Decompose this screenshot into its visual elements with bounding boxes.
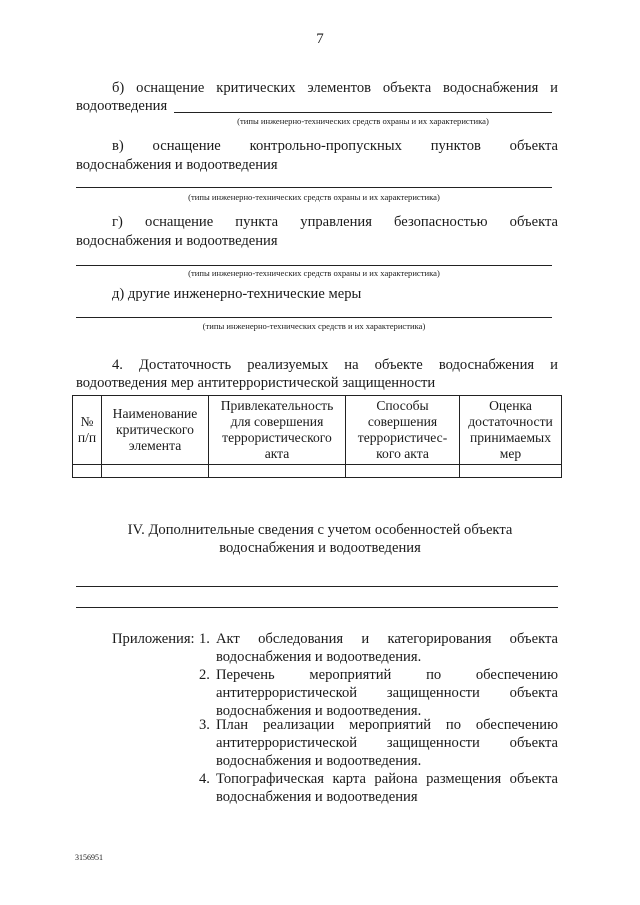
appendix-number: 1. (199, 631, 210, 647)
appendix-line: Перечень мероприятий по обеспечению (216, 667, 558, 683)
item-d-line1: д) другие инженерно-технические меры (112, 286, 362, 302)
table-cell (73, 465, 102, 478)
appendix-line: водоснабжения и водоотведения (216, 789, 418, 805)
header-element-name: Наименование критического элемента (102, 396, 209, 465)
item-g-line2: водоснабжения и водоотведения (76, 233, 278, 249)
appendix-number: 2. (199, 667, 210, 683)
fill-line (174, 112, 552, 113)
appendix-line: водоснабжения и водоотведения. (216, 753, 422, 769)
fill-line (76, 586, 558, 587)
item-g-caption: (типы инженерно-технических средств охраны и их характеристика) (188, 268, 440, 278)
appendix-number: 4. (199, 771, 210, 787)
item-v-line1: в) оснащение контрольно-пропускных пунктов объекта (112, 138, 558, 154)
section-iv-title-line1: IV. Дополнительные сведения с учетом особенностей объекта (127, 522, 513, 538)
appendix-line: водоснабжения и водоотведения. (216, 703, 422, 719)
table-cell (346, 465, 460, 478)
appendix-line: водоснабжения и водоотведения. (216, 649, 422, 665)
fill-line (76, 265, 552, 266)
header-assessment: Оценка достаточности принимаемых мер (460, 396, 562, 465)
header-attractiveness: Привлекательность для совершения террористического акта (209, 396, 346, 465)
fill-line (76, 187, 552, 188)
table-header-row (73, 396, 562, 465)
header-methods: Способы совершения террористичес- кого акта (346, 396, 460, 465)
item-b-line1: б) оснащение критических элементов объекта водоснабжения и (112, 80, 558, 96)
appendix-line: Акт обследования и категорирования объекта (216, 631, 558, 647)
item-b-line2: водоотведения (76, 98, 168, 114)
fill-line (76, 317, 552, 318)
appendix-line: антитеррористической защищенности объекта (216, 735, 558, 751)
table-cell (102, 465, 209, 478)
table-cell (209, 465, 346, 478)
table-row (73, 465, 562, 478)
appendix-line: План реализации мероприятий по обеспечению (216, 717, 558, 733)
item-b-caption: (типы инженерно-технических средств охраны и их характеристика) (237, 116, 489, 126)
item-v-caption: (типы инженерно-технических средств охраны и их характеристика) (188, 192, 440, 202)
appendix-line: антитеррористической защищенности объекта (216, 685, 558, 701)
sufficiency-table (72, 395, 562, 478)
appendix-line: Топографическая карта района размещения объекта (216, 771, 558, 787)
section4-line1: 4. Достаточность реализуемых на объекте водоснабжения и (112, 357, 558, 373)
header-number: № п/п (73, 396, 102, 465)
page-number: 7 (316, 31, 324, 47)
fill-line (76, 607, 558, 608)
appendix-number: 3. (199, 717, 210, 733)
item-d-caption: (типы инженерно-технических средств и их характеристика) (202, 321, 426, 331)
item-g-line1: г) оснащение пункта управления безопасностью объекта (112, 214, 558, 230)
section-iv-title-line2: водоснабжения и водоотведения (219, 540, 421, 556)
table-cell (460, 465, 562, 478)
item-v-line2: водоснабжения и водоотведения (76, 157, 278, 173)
document-id: 3156951 (75, 853, 103, 862)
appendices-label: Приложения: (112, 631, 195, 647)
section4-line2: водоотведения мер антитеррористической защищенности (76, 375, 436, 391)
